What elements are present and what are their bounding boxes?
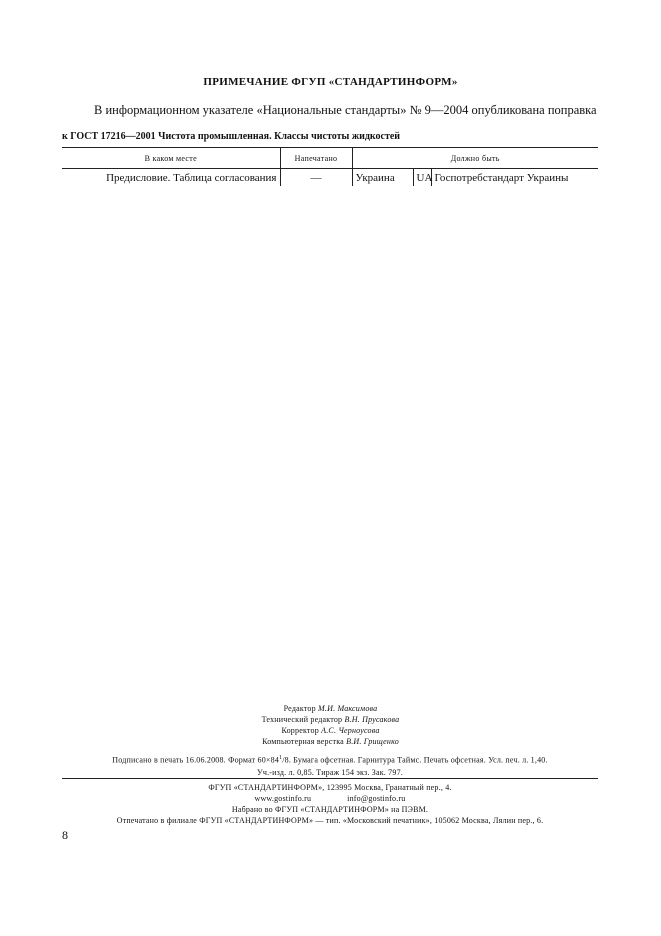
credit-corrector-name: А.С. Черноусова bbox=[321, 726, 380, 735]
credit-editor-label: Редактор bbox=[283, 704, 316, 713]
print-info-fraction-denominator: /8 bbox=[282, 755, 289, 765]
credit-tech-editor-name: В.Н. Прусакова bbox=[344, 715, 400, 724]
print-info-line-1-a: Подписано в печать 16.06.2008. Формат 60×84 bbox=[112, 755, 280, 765]
credit-layout bbox=[0, 736, 661, 747]
notice-title: ПРИМЕЧАНИЕ ФГУП «СТАНДАРТИНФОРМ» bbox=[203, 76, 458, 88]
header-printed: Напечатано bbox=[280, 148, 352, 169]
credit-layout-label: Компьютерная верстка bbox=[262, 737, 344, 746]
cell-printed: — bbox=[280, 169, 352, 187]
credits-block bbox=[0, 703, 661, 747]
publisher-block bbox=[40, 782, 620, 826]
print-info-line-1 bbox=[40, 752, 620, 767]
credit-tech-editor bbox=[0, 714, 661, 725]
publisher-site: www.gostinfo.ru bbox=[254, 794, 312, 803]
divider bbox=[62, 778, 598, 779]
print-info-fraction-numerator: 1 bbox=[279, 755, 283, 761]
credit-corrector bbox=[0, 725, 661, 736]
cell-code: UA bbox=[413, 169, 431, 187]
notice-intro: В информационном указателе «Национальные стандарты» № 9—2004 опубликована поправка bbox=[94, 103, 597, 117]
cell-where: Предисловие. Таблица согласования bbox=[106, 171, 277, 184]
publisher-line-1: ФГУП «СТАНДАРТИНФОРМ», 123995 Москва, Гранатный пер., 4. bbox=[208, 783, 452, 792]
cell-country: Украина bbox=[352, 169, 413, 187]
header-where: В каком месте bbox=[62, 148, 280, 169]
print-info-line-2: Уч.-изд. л. 0,85. Тираж 154 экз. Зак. 797. bbox=[257, 767, 403, 777]
errata-table bbox=[62, 147, 598, 186]
credit-editor-name: М.И. Максимова bbox=[318, 704, 378, 713]
publisher-contacts bbox=[40, 793, 620, 804]
credit-tech-editor-label: Технический редактор bbox=[261, 715, 343, 724]
errata-header-row bbox=[62, 148, 598, 169]
page-number: 8 bbox=[62, 828, 68, 842]
cell-body: Госпотребстандарт Украины bbox=[431, 169, 598, 187]
credit-layout-name: В.И. Грищенко bbox=[346, 737, 399, 746]
print-info-line-1-b: . Бумага офсетная. Гарнитура Таймс. Печать офсетная. Усл. печ. л. 1,40. bbox=[288, 755, 548, 765]
publisher-line-4: Отпечатано в филиале ФГУП «СТАНДАРТИНФОРМ» — тип. «Московский печатник», 105062 Москва, Лялин пер., 6. bbox=[116, 816, 544, 825]
publisher-line-3: Набрано во ФГУП «СТАНДАРТИНФОРМ» на ПЭВМ. bbox=[231, 805, 429, 814]
publisher-email: info@gostinfo.ru bbox=[347, 794, 406, 803]
table-row bbox=[62, 169, 598, 187]
header-should-be: Должно быть bbox=[352, 148, 598, 169]
credit-editor bbox=[0, 703, 661, 714]
credit-corrector-label: Корректор bbox=[281, 726, 319, 735]
print-info bbox=[40, 752, 620, 779]
notice-subject: к ГОСТ 17216—2001 Чистота промышленная. Классы чистоты жидкостей bbox=[62, 131, 401, 142]
